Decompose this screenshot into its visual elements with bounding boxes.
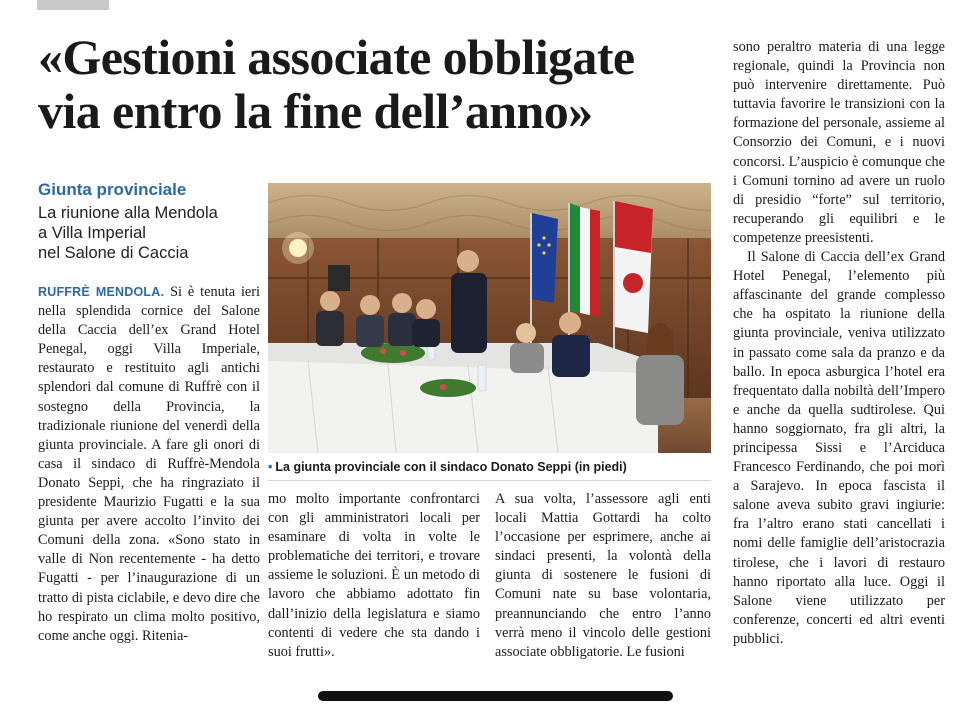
subhead-line-2: a Villa Imperial (38, 224, 146, 242)
subhead-line-1: La riunione alla Mendola (38, 204, 218, 222)
column-1-text: Si è tenuta ieri nella splendida cornice del Salone della Caccia dell’ex Grand Hotel Penegal, oggi Villa Imperiale, restaurato e restituito agli antichi splendori dal comune di Ruffrè con il sostegno della Provincia, la tradizionale riunione del venerdì della giunta provinciale. A fare gli onori di casa il sindaco di Ruffrè-Mendola Donato Seppi, che ha ringraziato il presidente Maurizio Fugatti e la sua giunta per avere accolto l’invito dei Comuni della zona. «Sono stato in valle di Non recentemente - ha detto Fugatti - per l’inaugurazione di un tratto di pista ciclabile, e devo dire che ho respirato un clima molto positivo, come anche oggi. Ritenia- (38, 284, 261, 644)
meeting-photo-illustration (268, 183, 711, 453)
top-bar-fragment (37, 0, 109, 10)
section-kicker: Giunta provinciale (38, 180, 187, 199)
article-column-1 (38, 283, 260, 646)
column-3-paragraph: A sua volta, l’assessore agli enti locali Mattia Gottardi ha colto l’occasione per esprimere, anche ai sindaci presenti, la volontà della giunta di sostenere le fusioni di Comuni nate su base volontaria, preannunciando che entro l’anno verrà meno il vincolo delle gestioni associate obbligatorie. Le fusioni (495, 491, 711, 660)
caption-bullet: • (268, 460, 273, 474)
headline-line-2: via entro la fine dell’anno» (38, 83, 593, 139)
home-indicator[interactable] (318, 691, 673, 701)
headline (38, 30, 728, 138)
article-column-2 (268, 490, 480, 662)
column-4-paragraph-1: sono peraltro materia di una legge regionale, quindi la Provincia non può intervenire direttamente. Può tuttavia favorire le transizioni con la formazione del personale, assieme al Consorzio dei Comuni, e i nuovi concorsi. L’auspicio è comunque che i Comuni tornino ad avere un ruolo di presidio “forte” sul territorio, recuperando gli equilibri e le competenze preesistenti. (733, 39, 945, 246)
dateline: RUFFRÈ MENDOLA. (38, 285, 165, 299)
column-2-paragraph: mo molto importante confrontarci con gli amministratori locali per esaminare di volta in volte le problematiche dei territori, e trovare assieme le soluzioni. È un metodo di lavoro che abbiamo adottato fin dall’inizio della legislatura e siamo contenti di vedere che sta dando i suoi frutti». (268, 491, 480, 660)
subhead-line-3: nel Salone di Caccia (38, 244, 189, 262)
subheading (38, 203, 268, 263)
article-column-4 (733, 38, 945, 649)
column-1-paragraph (38, 283, 260, 646)
photo-caption (268, 460, 711, 474)
article-column-3 (495, 490, 711, 662)
caption-text: La giunta provinciale con il sindaco Donato Seppi (in piedi) (275, 460, 627, 474)
caption-divider (268, 480, 711, 481)
headline-line-1: «Gestioni associate obbligate (38, 29, 635, 85)
column-4-paragraph-2: Il Salone di Caccia dell’ex Grand Hotel Penegal, l’elemento più affascinante del grande complesso che ha ospitato la riunione della giunta provinciale, veniva utilizzato in passato come sala da pranzo e da ballo. In epoca asburgica l’hotel era frequentato dalla nobiltà dell’Impero e anche da quella sudtirolese. Qui hanno soggiornato, fra gli altri, la principessa Sissi e l’Arciduca Francesco Ferdinando, che poi morì a Sarajevo. In epoca fascista il salone aveva subito gravi ingiurie: fra l’altro erano stati cancellati i nomi delle famiglie dell’aristocrazia tirolese, che i lavori di restauro hanno riportato alla luce. Oggi il Salone viene utilizzato per conferenze, concerti ed altri eventi pubblici. (733, 249, 945, 647)
article-photo (268, 183, 711, 453)
